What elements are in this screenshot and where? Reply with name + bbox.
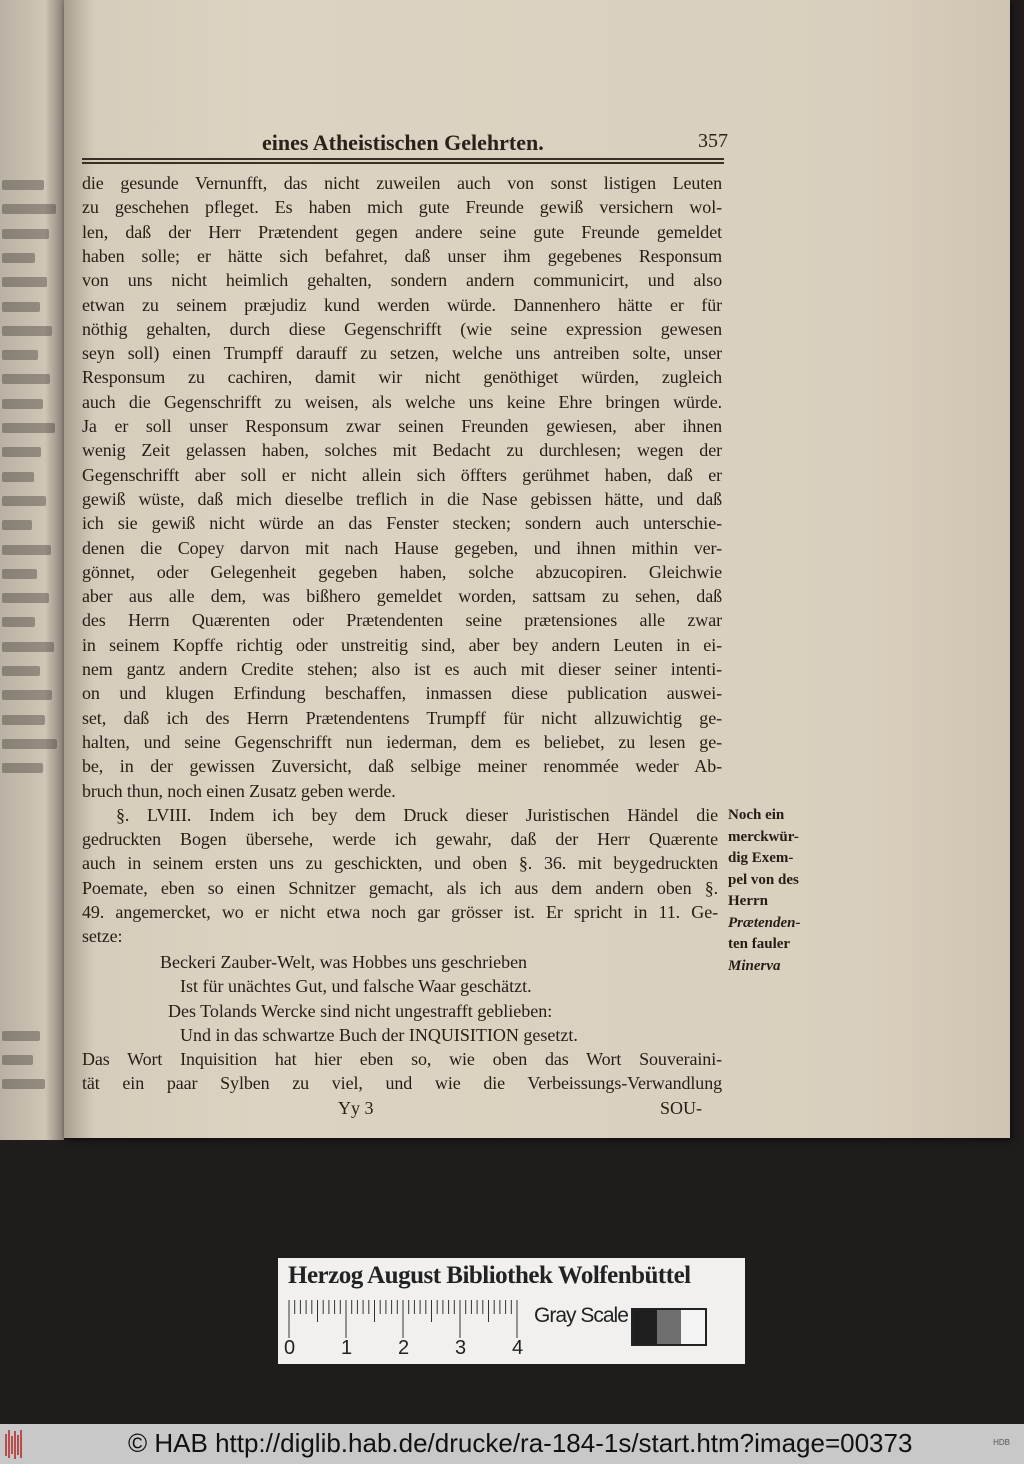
ruler-label: 0 [284,1337,296,1359]
footer-mark: HDB [993,1438,1010,1447]
text-line: auch in seinem ersten uns zu geschickten, und oben §. 36. mit beygedruckten [82,853,718,874]
margin-note-line: merckwür- [728,828,799,845]
gray-patch [657,1310,681,1344]
margin-note-line: ten fauler [728,936,791,952]
previous-page-text-fragment [2,447,41,457]
text-line: setze: [82,926,123,947]
margin-note-line: dig Exem- [728,850,794,866]
ruler-label: 3 [455,1337,467,1359]
ruler-label: 4 [512,1337,524,1359]
previous-page-text-fragment [2,277,47,287]
text-line: len, daß der Herr Prætendent gegen andere seine gute Freunde gemeldet [82,221,722,242]
previous-page-text-fragment [2,593,49,603]
previous-page-text-fragment [2,617,35,627]
ruler-label: 2 [398,1337,410,1359]
text-line: on und klugen Erfindung beschaffen, inmassen diese publication auswei- [82,683,722,704]
footer-bar [0,1424,1024,1464]
margin-note-line: Noch ein [728,807,785,823]
previous-page-text-fragment [2,763,43,773]
text-line: haben solle; er hätte sich befahret, daß unser ihm gegebenes Responsum [82,245,722,266]
gray-patch [633,1310,657,1344]
gray-scale-label: Gray Scale [534,1304,628,1327]
previous-page-text-fragment [2,302,40,312]
gray-scale-swatch [631,1308,707,1346]
text-line: wenig Zeit gelassen haben, solches mit Bedacht zu durchlesen; wegen der [82,440,722,461]
previous-page-text-fragment [2,1079,45,1089]
card-title: Herzog August Bibliothek Wolfenbüttel [288,1262,691,1289]
text-line: ich sie gewiß nicht würde an das Fenster stecken; sondern auch unterschie- [82,513,722,534]
text-line: bruch thun, noch einen Zusatz geben werde. [82,780,396,801]
previous-page-text-fragment [2,545,51,555]
text-line: Gegenschrifft aber soll er nicht allein sich öffters gerühmet haben, daß er [82,464,722,485]
text-line: §. LVIII. Indem ich bey dem Druck dieser Juristischen Händel die [116,804,718,825]
margin-note-line: Herrn [728,893,768,909]
previous-page-text-fragment [2,472,34,482]
previous-page-text-fragment [2,399,43,409]
text-line: denen die Copey darvon mit nach Hause gegeben, und ihnen mithin ver- [82,537,722,558]
text-line: gedruckten Bogen übersehe, werde ich gewahr, daß der Herr Quærente [82,829,718,850]
text-line: seyn soll) einen Trumpff darauff zu setzen, welche uns antreiben solte, unser [82,343,722,364]
text-line: nöthig gehalten, durch diese Gegenschrifft (wie seine expression gewesen [82,318,722,339]
text-line: des Herrn Quærenten oder Prætendenten seine prætensiones alle zwar [82,610,722,631]
text-line: in seinem Kopffe richtig oder unstreitig sind, aber bey andern Leuten in ei- [82,634,722,655]
header-rule [82,158,724,160]
text-line: etwan zu seinem præjudiz kund werden würde. Dannenhero hätte er für [82,294,722,315]
text-line: gönnet, oder Gelegenheit gegeben haben, solche abzucopiren. Gleichwie [82,561,722,582]
text-line: nem gantz andern Credite stehen; also ist es auch mit dieser seiner intenti- [82,659,722,679]
text-line: 49. angemercket, wo er nicht etwa noch gar grösser ist. Er spricht in 11. Ge- [82,902,718,922]
previous-page-text-fragment [2,569,37,579]
previous-page-text-fragment [2,1055,33,1065]
page-number: 357 [698,130,728,152]
ruler-scale [288,1300,538,1340]
text-line: tät ein paar Sylben zu viel, und wie die Verbeissungs-Verwandlung [82,1073,722,1094]
previous-page-text-fragment [2,229,49,239]
running-title: eines Atheistischen Gelehrten. [262,130,544,155]
previous-page-text-fragment [2,690,52,700]
previous-page-text-fragment [2,666,40,676]
text-line: be, in der gewissen Zuversicht, daß selbige meiner renommée weder Ab- [82,756,722,777]
previous-page-text-fragment [2,739,57,749]
text-line: auch die Gegenschrifft zu weisen, als welche uns keine Ehre bringen würde. [82,391,722,412]
previous-page-text-fragment [2,642,54,652]
copyright-url: © HAB http://diglib.hab.de/drucke/ra-184-1s/start.htm?image=00373 [128,1428,913,1458]
color-calibration-card [278,1258,745,1364]
catchword: SOU- [660,1098,703,1118]
ruler-label: 1 [341,1337,353,1359]
previous-page-text-fragment [2,715,45,725]
text-line: set, daß ich des Herrn Prætendentens Trumpff für nicht allzuwichtig ge- [82,707,722,728]
text-line: halten, und seine Gegenschrifft nun iederman, dem es beliebet, zu lesen ge- [82,731,722,752]
previous-page-text-fragment [2,350,38,360]
gray-patch [681,1310,705,1344]
previous-page-edge [0,0,64,1140]
verse-line: Beckeri Zauber-Welt, was Hobbes uns geschrieben [160,952,528,972]
text-line: Das Wort Inquisition hat hier eben so, wie oben das Wort Souveraini- [82,1049,722,1069]
text-line: die gesunde Vernunfft, das nicht zuweilen auch von sonst listigen Leuten [82,173,722,193]
previous-page-text-fragment [2,423,55,433]
text-line: zu geschehen pfleget. Es haben mich gute Freunde gewiß versichern wol- [82,197,722,218]
margin-note-line: pel von des [728,871,799,888]
text-line: aber aus alle dem, was bißhero gemeldet worden, sattsam zu sehen, daß [82,586,722,607]
previous-page-text-fragment [2,1031,40,1041]
signature-mark: Yy 3 [338,1098,374,1118]
previous-page-text-fragment [2,326,52,336]
hab-logo-icon [4,1428,24,1460]
verse-line: Des Tolands Wercke sind nicht ungestrafft geblieben: [168,1000,553,1021]
previous-page-text-fragment [2,180,44,190]
margin-note-line: Minerva [728,957,781,974]
previous-page-text-fragment [2,204,56,214]
text-line: Ja er soll unser Responsum zwar seinen Freunden gewiesen, aber ihnen [82,416,722,436]
text-line: Responsum zu cachiren, damit wir nicht genöthiget würden, zugleich [82,367,722,388]
text-line: gewiß wüste, daß mich dieselbe treflich in die Nase gebissen hätte, und daß [82,488,722,509]
verse-line: Und in das schwartze Buch der INQUISITION gesetzt. [180,1024,578,1045]
header-rule [82,162,724,164]
margin-note-line: Prætenden- [728,914,801,931]
text-line: Poemate, eben so einen Schnitzer gemacht, als ich aus dem andern oben §. [82,877,718,898]
previous-page-text-fragment [2,520,32,530]
text-line: von uns nicht heimlich gehalten, sondern andern communicirt, und also [82,270,722,291]
verse-line: Ist für unächtes Gut, und falsche Waar geschätzt. [180,976,532,997]
previous-page-text-fragment [2,253,35,263]
previous-page-text-fragment [2,374,50,384]
previous-page-text-fragment [2,496,46,506]
